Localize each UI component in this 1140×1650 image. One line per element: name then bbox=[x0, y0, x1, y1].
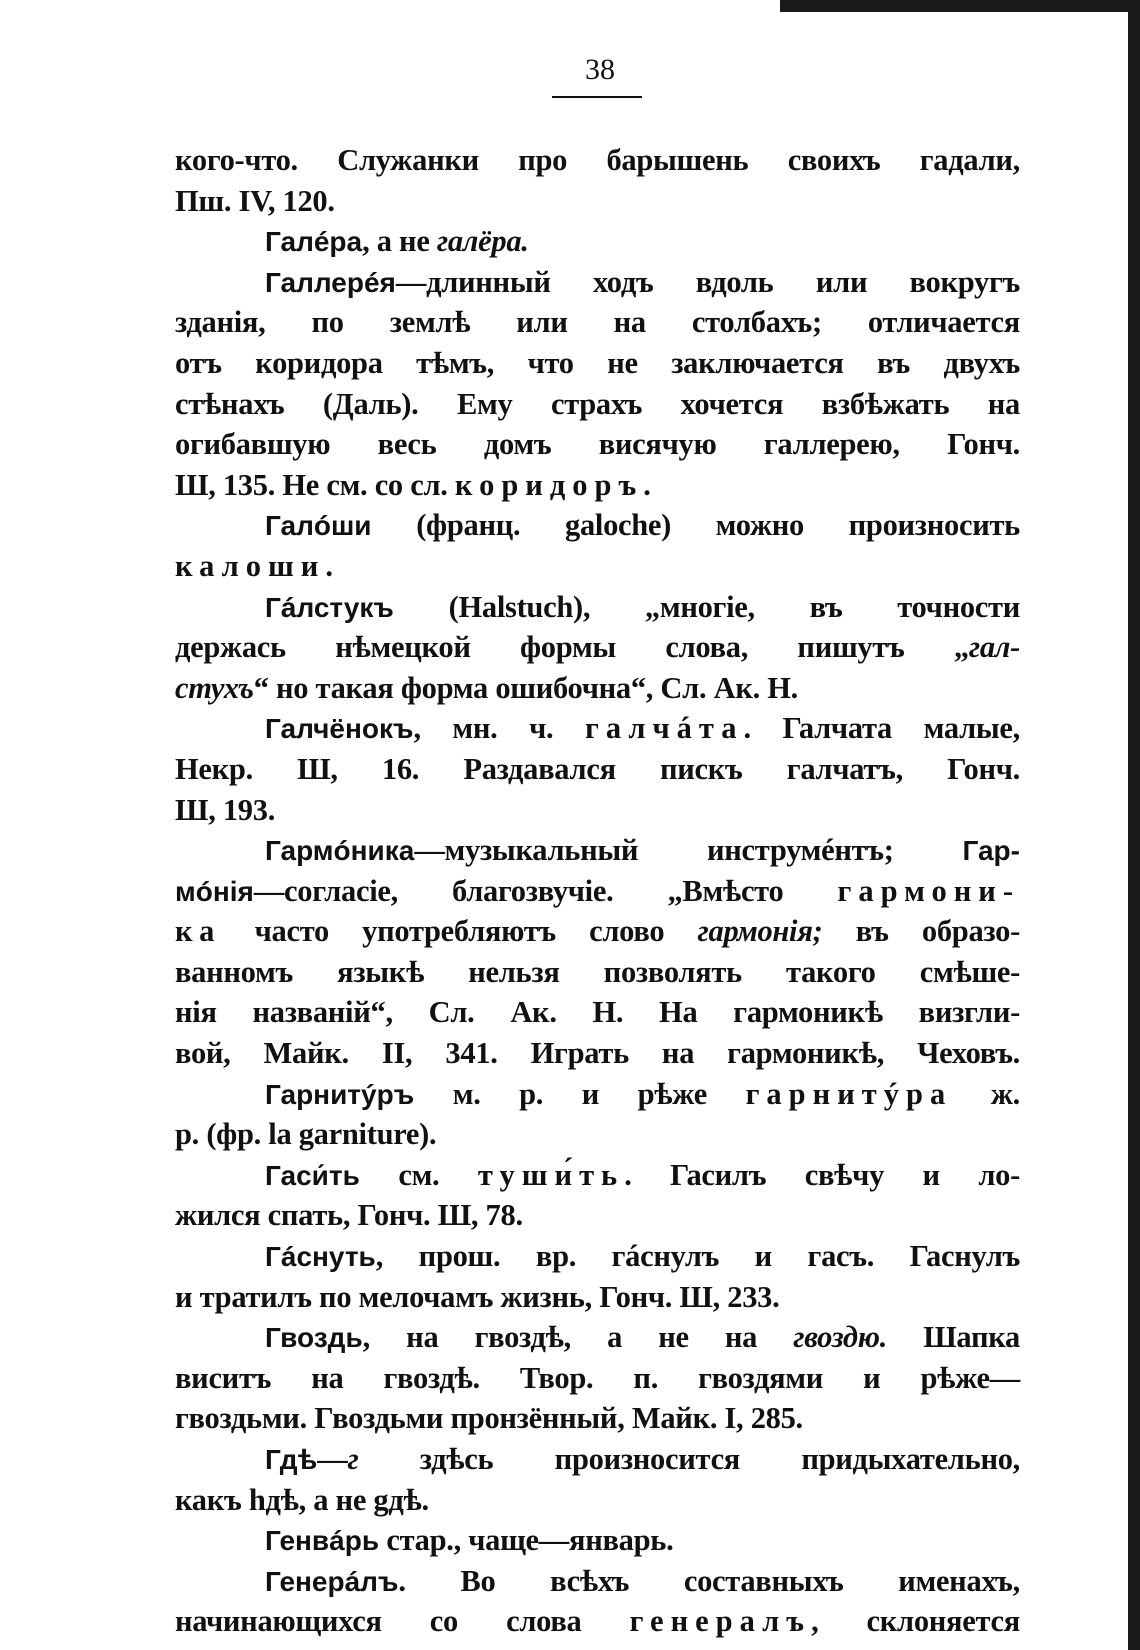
line-text: — bbox=[317, 1442, 348, 1476]
line-text: Некр. Ш, 16. Раздавался пискъ галчатъ, Гонч. bbox=[175, 751, 1020, 786]
text-line bbox=[175, 505, 1020, 546]
text-line bbox=[175, 1074, 1020, 1115]
line-text: Шапка bbox=[887, 1320, 1020, 1355]
entry-headword: Гáснуть bbox=[265, 1241, 376, 1273]
entry-headword: Галчёнокъ bbox=[265, 713, 414, 745]
line-text: (франц. galoche) можно произносить bbox=[371, 508, 1020, 543]
entry-headword: Гар- bbox=[962, 835, 1020, 867]
text-line bbox=[175, 790, 1020, 831]
text-line bbox=[175, 1277, 1020, 1318]
text-line bbox=[175, 546, 1020, 587]
line-text: . Во всѣхъ составныхъ именахъ, bbox=[398, 1563, 1020, 1598]
line-text: гвоздьми. Гвоздьми пронзённый, Майк. I, 285. bbox=[175, 1401, 803, 1436]
spaced-text: ка bbox=[175, 914, 222, 949]
line-text: Ш, 135. Не см. со сл. bbox=[175, 467, 455, 502]
line-text: держась нѣмецкой формы слова, пишутъ „ bbox=[175, 630, 969, 665]
entry-headword: мóнія bbox=[175, 875, 254, 907]
line-text: стар., чаще—январь. bbox=[379, 1523, 674, 1558]
text-line bbox=[175, 1114, 1020, 1155]
text-line bbox=[175, 1155, 1020, 1196]
line-text: зданія, по землѣ или на столбахъ; отличается bbox=[175, 305, 1020, 340]
line-text: (Halstuch), „многіе, въ точности bbox=[393, 589, 1020, 624]
text-line bbox=[175, 140, 1020, 181]
page-edge-right bbox=[1128, 0, 1140, 1650]
text-line bbox=[175, 1601, 1020, 1642]
line-text: часто употребляютъ слово bbox=[221, 914, 698, 949]
line-text: —музыкальный инструмéнтъ; bbox=[414, 833, 963, 868]
text-line bbox=[175, 343, 1020, 384]
text-line bbox=[175, 871, 1020, 912]
text-line bbox=[175, 627, 1020, 668]
entry-headword: Галóши bbox=[265, 510, 372, 542]
entry-headword: Гарнитýръ bbox=[265, 1078, 415, 1110]
text-line bbox=[175, 587, 1020, 628]
entry-headword: Галéра bbox=[265, 226, 363, 258]
spaced-text: калоши. bbox=[175, 548, 340, 583]
page-edge-top bbox=[780, 0, 1140, 12]
line-text: , склоняется bbox=[811, 1604, 1020, 1639]
line-text: здѣсь произносится придыхательно, bbox=[358, 1442, 1020, 1476]
line-text: р. (фр. la garniture). bbox=[175, 1117, 437, 1152]
page-number-rule bbox=[552, 96, 642, 98]
line-text: , прош. вр. гáснулъ и гасъ. Гаснулъ bbox=[375, 1239, 1020, 1274]
spaced-text: коридоръ. bbox=[454, 467, 658, 502]
line-text: —согласіе, благозвучіе. „Вмѣсто bbox=[253, 873, 838, 908]
line-text: вой, Майк. II, 341. Играть на гармоникѣ, Чеховъ. bbox=[175, 1036, 1020, 1071]
text-line bbox=[175, 262, 1020, 303]
text-line bbox=[175, 1033, 1020, 1074]
line-text: стѣнахъ (Даль). Ему страхъ хочется взбѣжать на bbox=[175, 386, 1020, 421]
line-text: огибавшую весь домъ висячую галлерею, Гонч. bbox=[175, 427, 1020, 462]
italic-text: галёра. bbox=[436, 224, 529, 259]
text-line bbox=[175, 1398, 1020, 1439]
page-body bbox=[175, 140, 1020, 1642]
text-line bbox=[175, 1439, 1020, 1480]
text-line bbox=[175, 668, 1020, 709]
line-text: кого-что. Служанки про барышень своихъ гадали, bbox=[175, 143, 1020, 177]
text-line bbox=[175, 830, 1020, 871]
entry-headword: Гáлстукъ bbox=[265, 591, 394, 623]
text-line bbox=[175, 708, 1020, 749]
spaced-text: гармони- bbox=[837, 873, 1020, 908]
line-text: , мн. ч. bbox=[413, 711, 585, 746]
spaced-text: галчáта bbox=[584, 711, 744, 746]
entry-headword: Гаси́ть bbox=[265, 1159, 360, 1191]
line-text: нія названій“, Сл. Ак. Н. На гармоникѣ визгли- bbox=[175, 995, 1020, 1030]
text-line bbox=[175, 749, 1020, 790]
line-text: начинающихся со слова bbox=[175, 1604, 630, 1639]
page-number: 38 bbox=[585, 53, 615, 86]
line-text: “ но такая форма ошибочна“, Сл. Ак. Н. bbox=[253, 670, 799, 705]
text-line bbox=[175, 1561, 1020, 1602]
italic-text: гармонія; bbox=[697, 914, 823, 949]
line-text: , на гвоздѣ, а не на bbox=[362, 1320, 794, 1355]
line-text: какъ hдѣ, а не gдѣ. bbox=[175, 1482, 429, 1517]
spaced-text: гарнитýра bbox=[745, 1076, 953, 1111]
spaced-text: генералъ bbox=[629, 1604, 812, 1639]
text-line bbox=[175, 992, 1020, 1033]
line-text: въ образо- bbox=[822, 914, 1020, 949]
text-line bbox=[175, 465, 1020, 506]
text-line bbox=[175, 181, 1020, 222]
entry-headword: Галлерéя bbox=[265, 266, 396, 298]
text-line bbox=[175, 1195, 1020, 1236]
text-line bbox=[175, 221, 1020, 262]
line-text: см. bbox=[359, 1157, 478, 1192]
entry-headword: Гдѣ bbox=[265, 1444, 318, 1475]
entry-headword: Генвáрь bbox=[265, 1525, 380, 1557]
line-text: . Гасилъ свѣчу и ло- bbox=[624, 1157, 1020, 1192]
line-text: . Галчата малые, bbox=[743, 711, 1020, 746]
line-text: ванномъ языкѣ нельзя позволять такого смѣше- bbox=[175, 954, 1020, 989]
line-text: Пш. IV, 120. bbox=[175, 183, 335, 218]
text-line bbox=[175, 1480, 1020, 1521]
italic-text: г bbox=[347, 1442, 359, 1476]
line-text: Ш, 193. bbox=[175, 792, 276, 827]
line-text: , а не bbox=[362, 224, 437, 259]
italic-text: гвоздю. bbox=[793, 1320, 888, 1355]
italic-text: стухъ bbox=[175, 670, 254, 705]
italic-text: гал- bbox=[968, 630, 1020, 665]
line-text: виситъ на гвоздѣ. Твор. п. гвоздями и рѣже— bbox=[175, 1360, 1020, 1395]
entry-headword: Генерáлъ bbox=[265, 1565, 399, 1597]
line-text: отъ коридора тѣмъ, что не заключается въ двухъ bbox=[175, 345, 1020, 380]
text-line bbox=[175, 302, 1020, 343]
text-line bbox=[175, 1317, 1020, 1358]
line-text: —длинный ходъ вдоль или вокругъ bbox=[395, 264, 1020, 299]
text-line bbox=[175, 424, 1020, 465]
entry-headword: Гвоздь bbox=[265, 1322, 363, 1354]
text-line bbox=[175, 1358, 1020, 1399]
line-text: ж. bbox=[952, 1076, 1020, 1111]
text-line bbox=[175, 952, 1020, 993]
text-line bbox=[175, 384, 1020, 425]
spaced-text: туши́ть bbox=[477, 1157, 625, 1192]
text-line bbox=[175, 1236, 1020, 1277]
entry-headword: Гармóника bbox=[265, 835, 415, 867]
text-line bbox=[175, 1520, 1020, 1561]
line-text: и тратилъ по мелочамъ жизнь, Гонч. Ш, 233. bbox=[175, 1279, 780, 1314]
text-line bbox=[175, 911, 1020, 952]
line-text: жился спать, Гонч. Ш, 78. bbox=[175, 1198, 523, 1233]
line-text: м. р. и рѣже bbox=[414, 1076, 746, 1111]
